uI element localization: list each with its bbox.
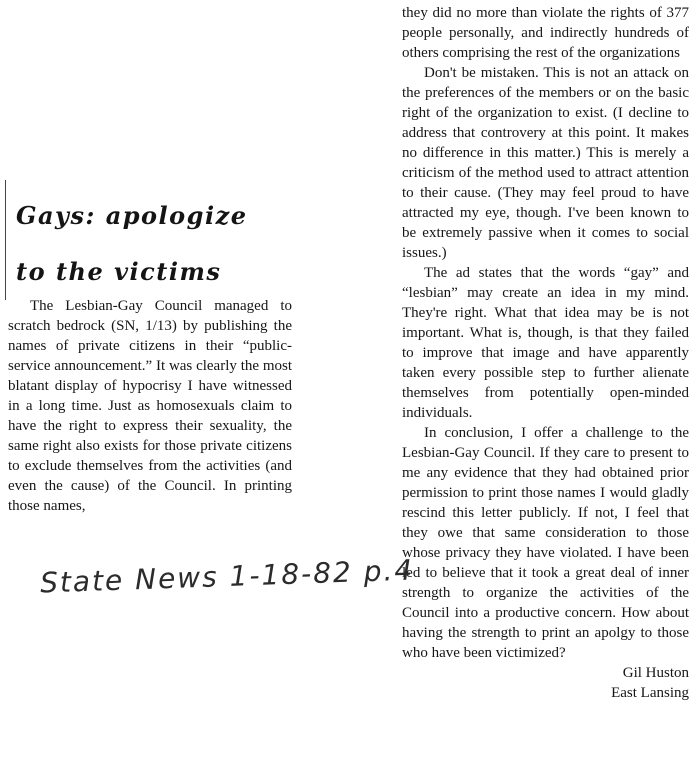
right-column xyxy=(402,3,689,703)
headline xyxy=(16,188,276,300)
body-paragraph-3: The ad states that the words “gay” and “lesbian” may create an idea in my mind. They're right. What that idea may be is not important. What is, though, is that they failed to improve that image and have apparently taken every possible step to further alienate themselves from potentially open-minded individuals. xyxy=(402,265,689,421)
body-paragraph-2: Don't be mistaken. This is not an attack on the preferences of the members or on the basic right of the organization to exist. (I decline to address that controvery at this point. It makes no difference in this matter.) This is merely a criticism of the method used to attract attention to their cause. (They may feel proud to have attracted my eye, though. I've been known to be extremely passive when it comes to social issues.) xyxy=(402,65,689,261)
body-paragraph-4: In conclusion, I offer a challenge to the Lesbian-Gay Council. If they care to present to me any evidence that they had obtained prior permission to print those names I would gladly rescind this letter publicly. If not, I feel that they owe that same consideration to those whose privacy they have violated. I have been led to believe that it took a great deal of inner strength to organize the activities of the Council into a productive concern. How about having the strength to print an apolgy to those who have been victimized? xyxy=(402,425,689,661)
left-margin-rule xyxy=(5,180,6,300)
signature-block xyxy=(402,663,689,703)
headline-line-2: to the victims xyxy=(16,257,222,286)
handwritten-source-note: State News 1-18-82 p.4 xyxy=(39,553,415,600)
body-paragraph-1: The Lesbian-Gay Council managed to scratch bedrock (SN, 1/13) by publishing the names of private citizens in their “public-service announcement.” It was clearly the most blatant display of hypocrisy I have witnessed in a long time. Just as homosexuals claim to have the right to express their sexuality, the same right also exists for those private citizens to exclude themselves from the activities (and even the cause) of the Council. In printing those names, xyxy=(8,298,292,514)
signature-place: East Lansing xyxy=(611,685,689,701)
headline-line-1: Gays: apologize xyxy=(16,201,248,230)
left-column xyxy=(8,296,292,516)
signature-name: Gil Huston xyxy=(622,665,689,681)
continuation-paragraph: they did no more than violate the rights of 377 people personally, and indirectly hundreds of others comprising the rest of the organizations xyxy=(402,5,689,61)
